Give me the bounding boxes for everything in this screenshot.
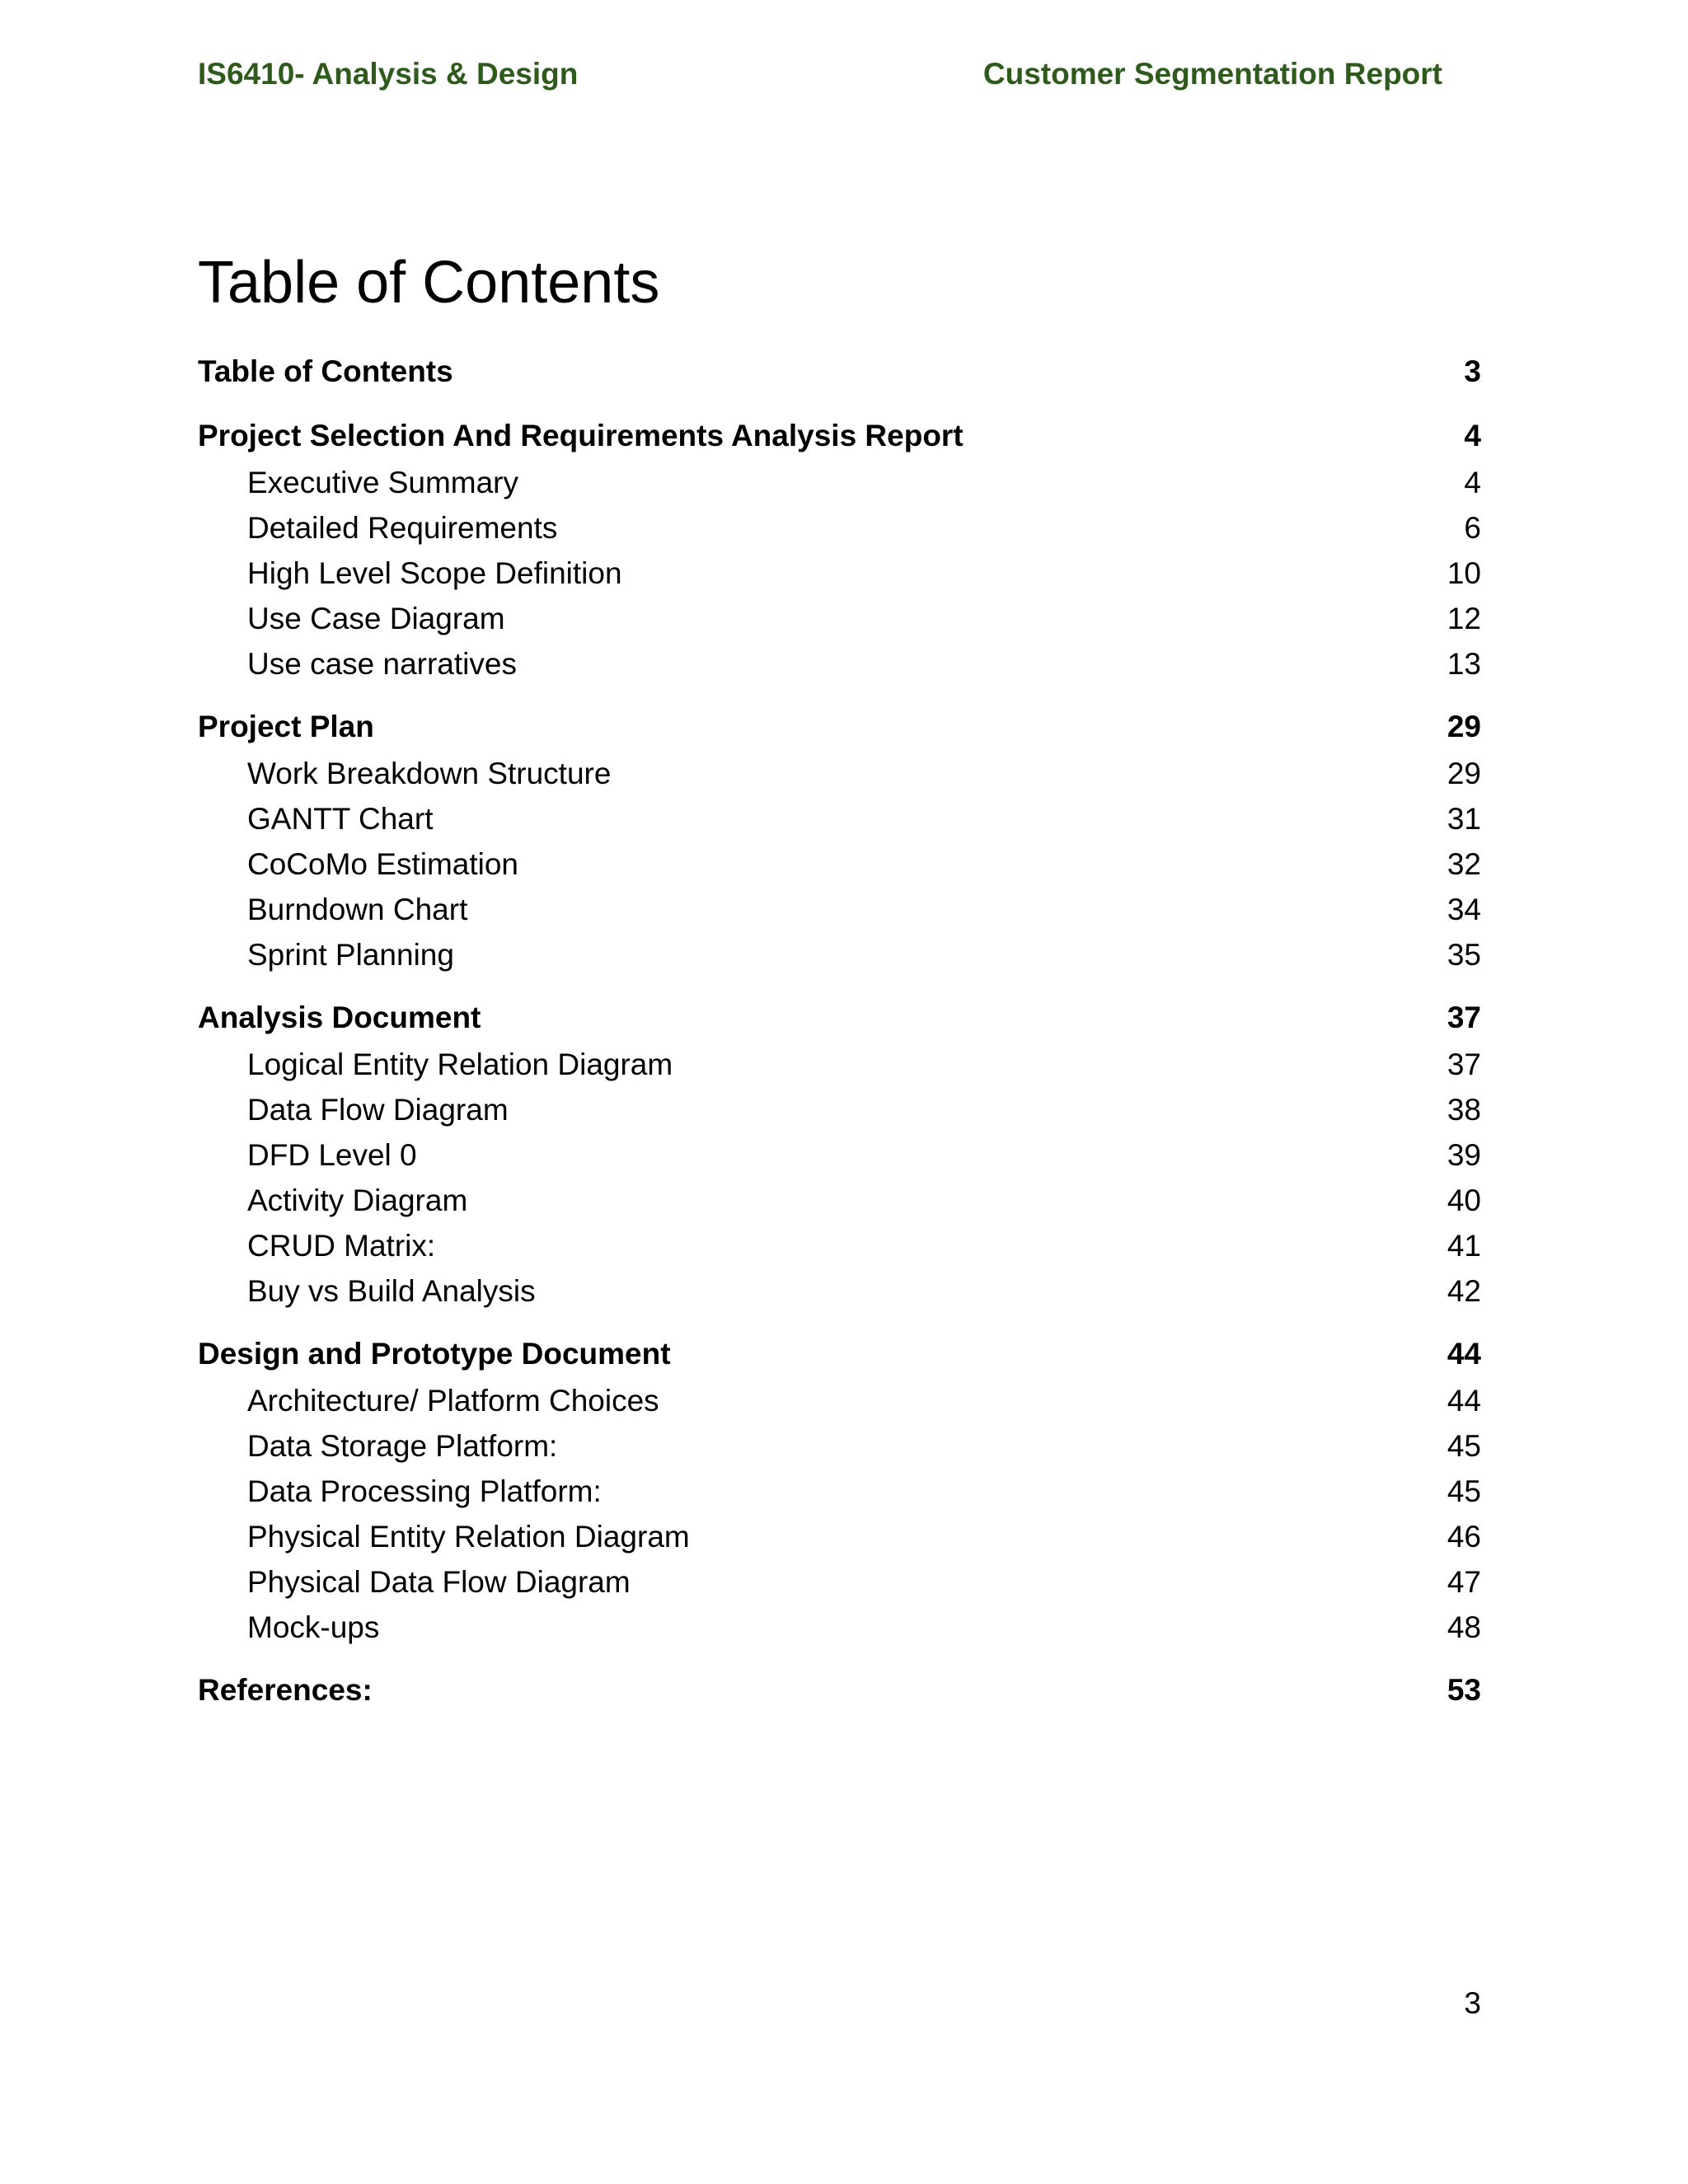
toc-subentry-page: 47 bbox=[1447, 1565, 1481, 1599]
toc-subentry-title: Physical Entity Relation Diagram bbox=[247, 1520, 690, 1554]
toc-subentry-cocomo-estimation[interactable] bbox=[198, 841, 1481, 887]
toc-subentry-title: Detailed Requirements bbox=[247, 511, 558, 545]
toc-subentry-page: 32 bbox=[1447, 847, 1481, 881]
toc-subentry-page: 48 bbox=[1447, 1610, 1481, 1644]
page-number: 3 bbox=[1464, 1986, 1481, 2020]
toc-heading: Table of Contents bbox=[198, 250, 660, 316]
toc-subentry-title: DFD Level 0 bbox=[247, 1138, 417, 1172]
toc-subentry-page: 31 bbox=[1447, 802, 1481, 836]
toc-entry-title: Project Selection And Requirements Analysis Report bbox=[198, 419, 964, 452]
toc-subentry-title: Executive Summary bbox=[247, 466, 518, 499]
toc-subentry-title: Architecture/ Platform Choices bbox=[247, 1384, 659, 1418]
toc-subentry-title: Data Flow Diagram bbox=[247, 1093, 509, 1127]
toc-subentry-title: Logical Entity Relation Diagram bbox=[247, 1047, 673, 1081]
toc-subentry-page: 10 bbox=[1447, 556, 1481, 590]
page-header bbox=[198, 51, 1442, 97]
toc-subentry-title: High Level Scope Definition bbox=[247, 556, 622, 590]
toc-subentry-title: Physical Data Flow Diagram bbox=[247, 1565, 631, 1599]
header-report-title: Customer Segmentation Report bbox=[982, 57, 1442, 91]
toc-section-project-selection-and-requirements-analysis-report bbox=[198, 412, 1481, 687]
toc-subentry-executive-summary[interactable] bbox=[198, 460, 1481, 505]
toc-subentry-title: Sprint Planning bbox=[247, 938, 454, 972]
toc-section-design-and-prototype-document bbox=[198, 1330, 1481, 1650]
toc-entry-title: Table of Contents bbox=[198, 354, 453, 388]
toc-subentry-page: 39 bbox=[1447, 1138, 1481, 1172]
toc-subentry-page: 42 bbox=[1447, 1274, 1481, 1308]
toc-entry-title: Project Plan bbox=[198, 710, 374, 743]
toc-subentry-page: 34 bbox=[1447, 893, 1481, 926]
toc-subentry-page: 46 bbox=[1447, 1520, 1481, 1554]
toc-subentry-title: Buy vs Build Analysis bbox=[247, 1274, 536, 1308]
toc-entry-project-plan[interactable] bbox=[198, 703, 1481, 751]
toc-subentry-page: 38 bbox=[1447, 1093, 1481, 1127]
toc-entry-references[interactable] bbox=[198, 1666, 1481, 1714]
toc-subentry-page: 45 bbox=[1447, 1429, 1481, 1463]
toc-subentry-mock-ups[interactable] bbox=[198, 1605, 1481, 1650]
toc-subentry-page: 35 bbox=[1447, 938, 1481, 972]
toc-subentry-dfd-level-0[interactable] bbox=[198, 1132, 1481, 1178]
toc-subentry-page: 45 bbox=[1447, 1474, 1481, 1508]
toc-subentry-page: 13 bbox=[1447, 647, 1481, 681]
toc-subentry-title: Mock-ups bbox=[247, 1610, 380, 1644]
toc-subentry-use-case-diagram[interactable] bbox=[198, 596, 1481, 641]
header-course-title: IS6410- Analysis & Design bbox=[198, 57, 579, 91]
toc-subentry-buy-vs-build-analysis[interactable] bbox=[198, 1268, 1481, 1314]
toc-subentry-title: Use Case Diagram bbox=[247, 602, 505, 635]
toc-entry-page: 4 bbox=[1464, 419, 1481, 452]
toc-subentry-title: GANTT Chart bbox=[247, 802, 434, 836]
toc-subentry-data-flow-diagram[interactable] bbox=[198, 1087, 1481, 1132]
toc-subentry-page: 41 bbox=[1447, 1229, 1481, 1263]
toc-subentry-physical-data-flow-diagram[interactable] bbox=[198, 1559, 1481, 1605]
toc-subentry-burndown-chart[interactable] bbox=[198, 887, 1481, 932]
toc-subentry-architecture-platform-choices[interactable] bbox=[198, 1378, 1481, 1423]
toc-subentry-page: 29 bbox=[1447, 757, 1481, 790]
toc-subentry-title: CoCoMo Estimation bbox=[247, 847, 519, 881]
toc-subentry-page: 44 bbox=[1447, 1384, 1481, 1418]
toc-subentry-use-case-narratives[interactable] bbox=[198, 641, 1481, 687]
toc-entry-page: 37 bbox=[1447, 1001, 1481, 1034]
toc-subentry-title: Work Breakdown Structure bbox=[247, 757, 612, 790]
toc-subentry-work-breakdown-structure[interactable] bbox=[198, 751, 1481, 796]
toc-subentry-page: 12 bbox=[1447, 602, 1481, 635]
toc-subentry-title: Activity Diagram bbox=[247, 1183, 468, 1217]
toc-subentry-physical-entity-relation-diagram[interactable] bbox=[198, 1514, 1481, 1559]
toc-subentry-logical-entity-relation-diagram[interactable] bbox=[198, 1042, 1481, 1087]
toc-section-analysis-document bbox=[198, 994, 1481, 1314]
toc-subentry-title: Data Storage Platform: bbox=[247, 1429, 558, 1463]
toc-subentry-high-level-scope-definition[interactable] bbox=[198, 551, 1481, 596]
toc-entry-page: 3 bbox=[1464, 354, 1481, 388]
toc-entry-title: References: bbox=[198, 1673, 373, 1707]
toc-subentry-title: Use case narratives bbox=[247, 647, 517, 681]
toc-entry-page: 29 bbox=[1447, 710, 1481, 743]
toc-subentry-data-storage-platform[interactable] bbox=[198, 1423, 1481, 1469]
toc-subentry-title: Burndown Chart bbox=[247, 893, 468, 926]
toc-subentry-title: CRUD Matrix: bbox=[247, 1229, 436, 1263]
toc-entry-analysis-document[interactable] bbox=[198, 994, 1481, 1042]
toc-subentry-activity-diagram[interactable] bbox=[198, 1178, 1481, 1223]
toc-entry-page: 44 bbox=[1447, 1337, 1481, 1371]
table-of-contents bbox=[198, 348, 1481, 1731]
toc-section-table-of-contents bbox=[198, 348, 1481, 396]
toc-entry-page: 53 bbox=[1447, 1673, 1481, 1707]
toc-subentry-page: 40 bbox=[1447, 1183, 1481, 1217]
toc-entry-title: Analysis Document bbox=[198, 1001, 481, 1034]
toc-subentry-crud-matrix[interactable] bbox=[198, 1223, 1481, 1268]
toc-entry-table-of-contents[interactable] bbox=[198, 348, 1481, 396]
toc-subentry-title: Data Processing Platform: bbox=[247, 1474, 602, 1508]
toc-section-references bbox=[198, 1666, 1481, 1714]
toc-subentry-page: 37 bbox=[1447, 1047, 1481, 1081]
toc-section-project-plan bbox=[198, 703, 1481, 977]
toc-subentry-page: 6 bbox=[1464, 511, 1481, 545]
toc-subentry-data-processing-platform[interactable] bbox=[198, 1469, 1481, 1514]
toc-entry-design-and-prototype-document[interactable] bbox=[198, 1330, 1481, 1378]
toc-entry-title: Design and Prototype Document bbox=[198, 1337, 671, 1371]
toc-entry-project-selection-and-requirements-analysis-report[interactable] bbox=[198, 412, 1481, 460]
toc-subentry-page: 4 bbox=[1464, 466, 1481, 499]
toc-subentry-sprint-planning[interactable] bbox=[198, 932, 1481, 977]
toc-subentry-detailed-requirements[interactable] bbox=[198, 505, 1481, 551]
toc-subentry-gantt-chart[interactable] bbox=[198, 796, 1481, 841]
